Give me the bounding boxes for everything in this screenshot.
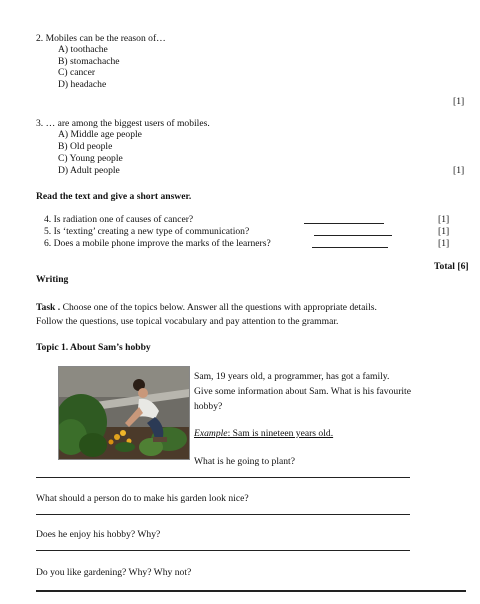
q3-option-c: C) Young people xyxy=(58,153,123,164)
short-answer-heading: Read the text and give a short answer. xyxy=(36,191,192,202)
gardening-photo xyxy=(58,366,190,460)
topic-intro-1: Sam, 19 years old, a programmer, has got a family. xyxy=(194,371,390,382)
task-line-1 xyxy=(36,302,377,313)
answer-line-topic-4[interactable] xyxy=(36,590,466,592)
answer-line-topic-2[interactable] xyxy=(36,514,410,515)
topic-intro-2: Give some information about Sam. What is his favourite xyxy=(194,386,411,397)
q2-option-c: C) cancer xyxy=(58,67,96,78)
gardening-photo-svg xyxy=(59,367,189,459)
topic-title: Topic 1. About Sam’s hobby xyxy=(36,342,151,353)
task-label: Task . xyxy=(36,302,61,313)
answer-line-5[interactable] xyxy=(314,235,392,236)
answer-line-topic-3[interactable] xyxy=(36,550,410,551)
mark-4: [1] xyxy=(438,214,450,225)
q2-mark: [1] xyxy=(453,96,465,107)
q2-option-d: D) headache xyxy=(58,79,107,90)
topic-question-4: Do you like gardening? Why? Why not? xyxy=(36,567,192,578)
topic-question-2: What should a person do to make his garden look nice? xyxy=(36,493,249,504)
task-line-2: Follow the questions, use topical vocabulary and pay attention to the grammar. xyxy=(36,316,339,327)
topic-intro-3: hobby? xyxy=(194,401,223,412)
q3-option-b: B) Old people xyxy=(58,141,113,152)
q3-stem: 3. … are among the biggest users of mobiles. xyxy=(36,118,210,129)
q3-mark: [1] xyxy=(453,165,465,176)
example-label: Example xyxy=(194,428,228,439)
question-6: 6. Does a mobile phone improve the marks of the learners? xyxy=(44,238,271,249)
q3-option-d: D) Adult people xyxy=(58,165,120,176)
answer-line-4[interactable] xyxy=(304,223,384,224)
example-line xyxy=(194,428,333,439)
question-5: 5. Is ‘texting’ creating a new type of communication? xyxy=(44,226,250,237)
question-4: 4. Is radiation one of causes of cancer? xyxy=(44,214,194,225)
q2-option-a: A) toothache xyxy=(58,44,108,55)
example-text: : Sam is nineteen years old. xyxy=(227,428,334,439)
q2-option-b: B) stomachache xyxy=(58,56,120,67)
mark-5: [1] xyxy=(438,226,450,237)
total-marks: Total [6] xyxy=(434,261,469,272)
answer-line-topic-1[interactable] xyxy=(36,477,410,478)
answer-line-6[interactable] xyxy=(312,247,388,248)
topic-question-3: Does he enjoy his hobby? Why? xyxy=(36,529,161,540)
topic-question-1: What is he going to plant? xyxy=(194,456,295,467)
mark-6: [1] xyxy=(438,238,450,249)
writing-heading: Writing xyxy=(36,274,69,285)
task-text: Choose one of the topics below. Answer all the questions with appropriate details. xyxy=(60,302,377,313)
q3-option-a: A) Middle age people xyxy=(58,129,142,140)
q2-stem: 2. Mobiles can be the reason of… xyxy=(36,33,166,44)
